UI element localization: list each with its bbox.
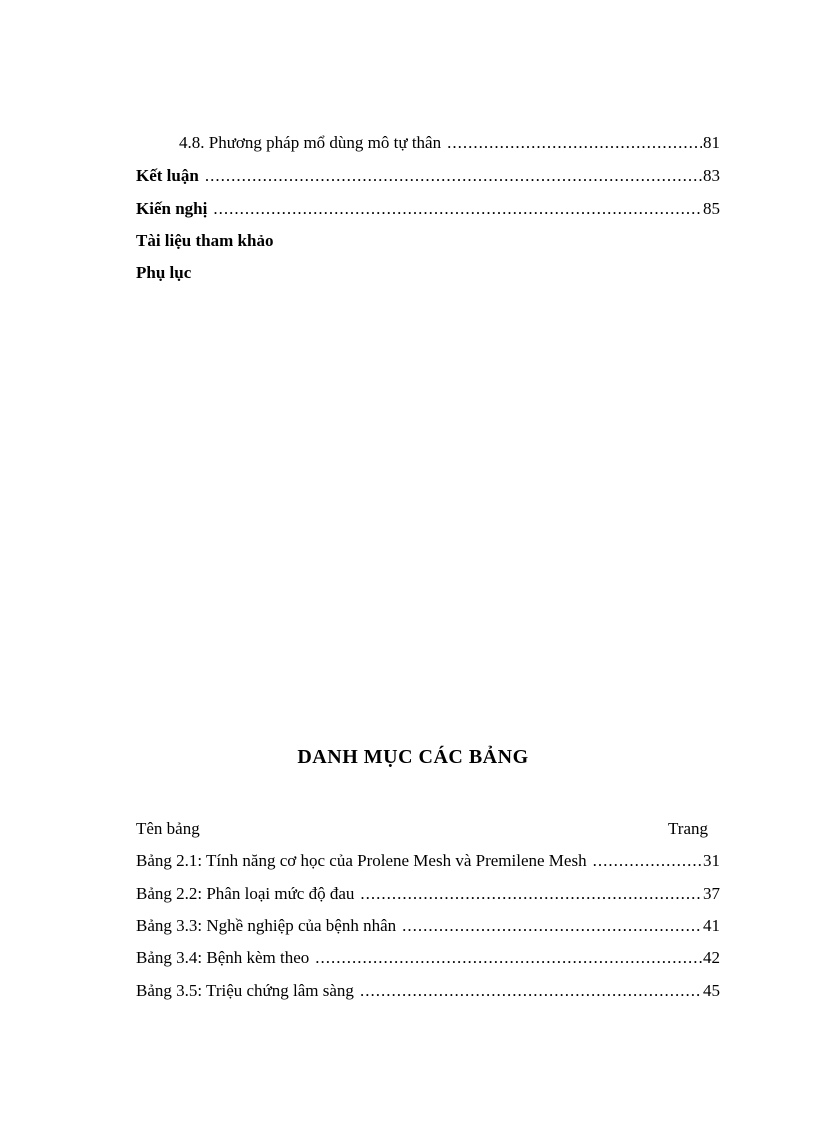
table-list-entry — [136, 980, 720, 1002]
table-entry-page: 42 — [703, 948, 720, 967]
toc-leader-dots — [360, 883, 702, 905]
table-list-entry — [136, 883, 720, 905]
table-entry-label: Bảng 2.1: Tính năng cơ học của Prolene Mesh và Premilene Mesh — [136, 851, 587, 870]
table-entry-label: Bảng 3.3: Nghề nghiệp của bệnh nhân — [136, 916, 397, 935]
table-list-entry — [136, 947, 720, 969]
toc-entry-label: Kiến nghị — [136, 199, 208, 218]
toc-entry-page: 83 — [703, 166, 720, 185]
toc-entry-page: 85 — [703, 199, 720, 218]
column-header-name: Tên bảng — [136, 819, 200, 838]
toc-leader-dots — [360, 980, 702, 1002]
toc-entry — [136, 198, 720, 220]
toc-leader-dots — [315, 947, 702, 969]
toc-leader-dots — [213, 198, 702, 220]
table-entry-label: Bảng 3.5: Triệu chứng lâm sàng — [136, 981, 354, 1000]
table-entry-page: 45 — [703, 981, 720, 1000]
column-header-page: Trang — [668, 819, 708, 838]
toc-leader-dots — [402, 915, 702, 937]
table-entry-page: 41 — [703, 916, 720, 935]
toc-entry-page: 81 — [703, 133, 720, 152]
toc-entry — [179, 132, 720, 154]
toc-entry-label: Kết luận — [136, 166, 199, 185]
table-entry-page: 37 — [703, 884, 720, 903]
toc-leader-dots — [447, 132, 702, 154]
table-list-entry — [136, 915, 720, 937]
table-entry-label: Bảng 3.4: Bệnh kèm theo — [136, 948, 310, 967]
toc-entry-label: 4.8. Phương pháp mổ dùng mô tự thân — [179, 133, 442, 152]
table-entry-page: 31 — [703, 851, 720, 870]
toc-entry-references: Tài liệu tham khảo — [136, 231, 274, 250]
table-list-entry — [136, 850, 720, 872]
toc-leader-dots — [205, 165, 702, 187]
toc-leader-dots — [593, 850, 702, 872]
toc-entry-appendix: Phụ lục — [136, 263, 192, 282]
table-entry-label: Bảng 2.2: Phân loại mức độ đau — [136, 884, 355, 903]
toc-entry — [136, 165, 720, 187]
section-title: DANH MỤC CÁC BẢNG — [297, 746, 529, 768]
